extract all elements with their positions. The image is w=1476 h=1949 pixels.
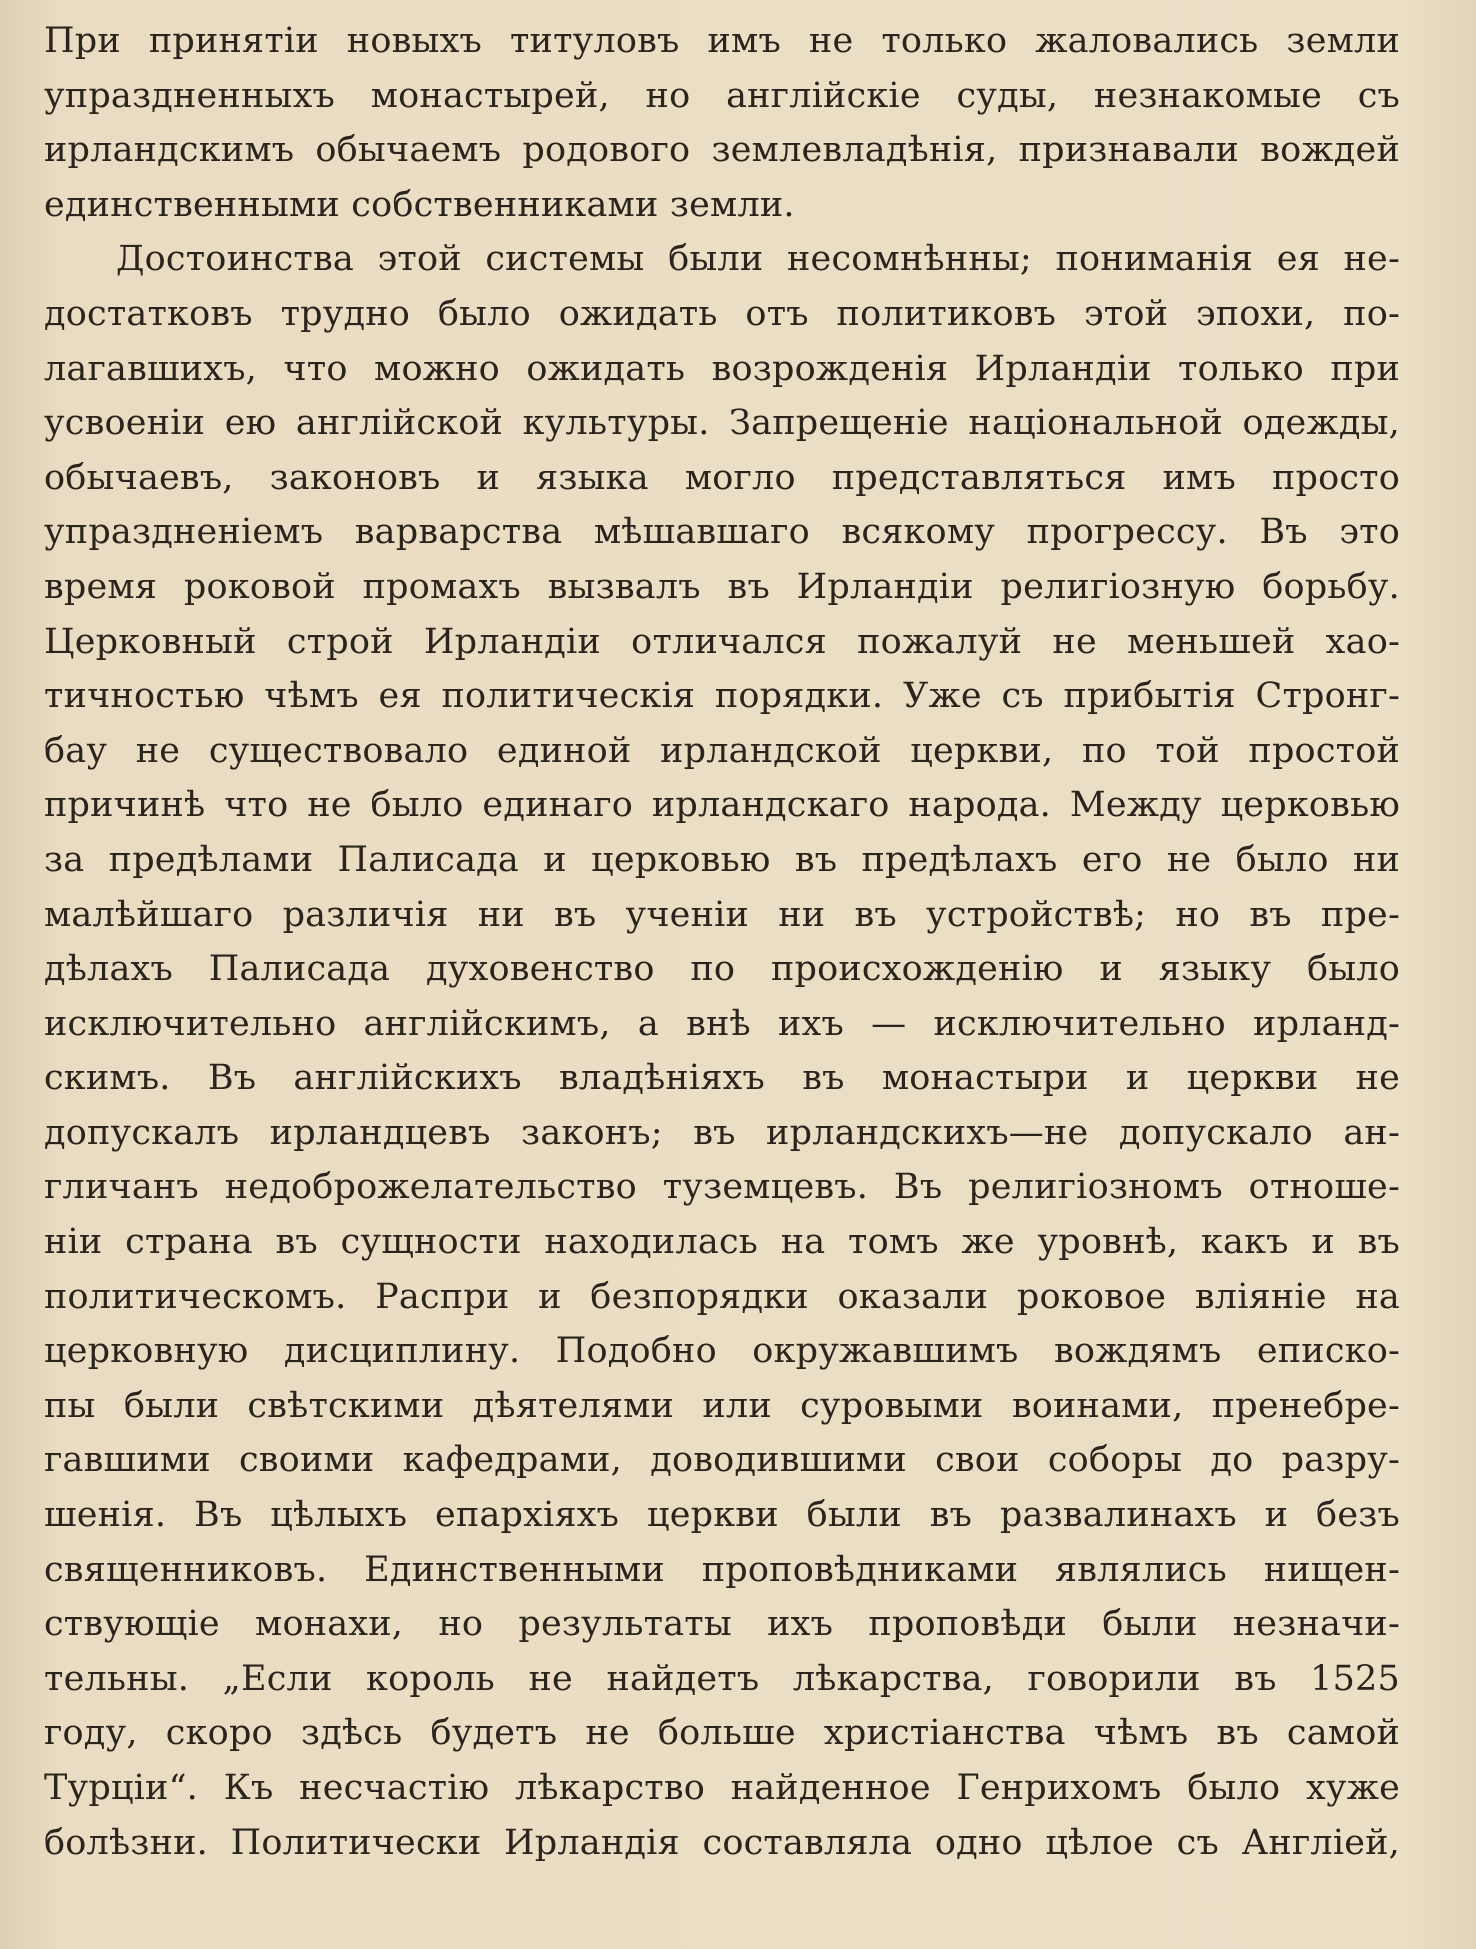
text-line: гличанъ недоброжелательство туземцевъ. Въ религіозномъ отноше- bbox=[44, 1167, 1400, 1208]
text-line: ніи страна въ сущности находилась на томъ же уровнѣ, какъ и въ bbox=[44, 1222, 1400, 1263]
text-line: Достоинства этой системы были несомнѣнны; пониманія ея не- bbox=[116, 239, 1400, 280]
text-line: ствующіе монахи, но результаты ихъ проповѣди были незначи- bbox=[44, 1604, 1400, 1645]
text-line: гавшими своими кафедрами, доводившими свои соборы до разру- bbox=[44, 1440, 1400, 1481]
text-line: малѣйшаго различія ни въ ученіи ни въ устройствѣ; но въ пре- bbox=[44, 894, 1400, 935]
text-line: причинѣ что не было единаго ирландскаго народа. Между церковью bbox=[44, 785, 1400, 826]
text-line: обычаевъ, законовъ и языка могло представляться имъ просто bbox=[44, 457, 1400, 498]
text-line: достатковъ трудно было ожидать отъ политиковъ этой эпохи, по- bbox=[44, 293, 1400, 334]
text-line: шенія. Въ цѣлыхъ епархіяхъ церкви были въ развалинахъ и безъ bbox=[44, 1495, 1400, 1536]
text-line: болѣзни. Политически Ирландія составляла одно цѣлое съ Англіей, bbox=[44, 1822, 1400, 1863]
text-line: дѣлахъ Палисада духовенство по происхожденію и языку было bbox=[44, 949, 1400, 990]
text-line: пы были свѣтскими дѣятелями или суровыми воинами, пренебре- bbox=[44, 1385, 1400, 1426]
text-line: году, скоро здѣсь будетъ не больше христіанства чѣмъ въ самой bbox=[44, 1713, 1400, 1754]
text-line: за предѣлами Палисада и церковью въ предѣлахъ его не было ни bbox=[44, 839, 1400, 880]
text-line: бау не существовало единой ирландской церкви, по той простой bbox=[44, 730, 1400, 771]
text-line: лагавшихъ, что можно ожидать возрожденія Ирландіи только при bbox=[44, 348, 1400, 389]
text-line: скимъ. Въ англійскихъ владѣніяхъ въ монастыри и церкви не bbox=[44, 1058, 1400, 1099]
text-line: единственными собственниками земли. bbox=[44, 184, 795, 225]
text-line: допускалъ ирландцевъ законъ; въ ирландскихъ—не допускало ан- bbox=[44, 1112, 1400, 1153]
text-line: политическомъ. Распри и безпорядки оказали роковое вліяніе на bbox=[44, 1276, 1400, 1317]
text-line: Турціи“. Къ несчастію лѣкарство найденное Генрихомъ было хуже bbox=[44, 1768, 1400, 1808]
text-line: Церковный строй Ирландіи отличался пожалуй не меньшей хао- bbox=[44, 621, 1400, 662]
text-line: тельны. „Если король не найдетъ лѣкарства, говорили въ 1525 bbox=[44, 1658, 1400, 1699]
text-line: исключительно англійскимъ, а внѣ ихъ — исключительно ирланд- bbox=[44, 1003, 1400, 1044]
body-text bbox=[44, 14, 1400, 1925]
text-line: усвоеніи ею англійской культуры. Запрещеніе національной одежды, bbox=[44, 403, 1400, 444]
text-line: упраздненныхъ монастырей, но англійскіе суды, незнакомые съ bbox=[44, 75, 1400, 116]
text-line: тичностью чѣмъ ея политическія порядки. Уже съ прибытія Стронг- bbox=[44, 676, 1400, 717]
text-line: ирландскимъ обычаемъ родового землевладѣнія, признавали вождей bbox=[44, 130, 1400, 171]
text-line: упраздненіемъ варварства мѣшавшаго всякому прогрессу. Въ это bbox=[44, 512, 1400, 553]
text-line: священниковъ. Единственными проповѣдниками являлись нищен- bbox=[44, 1549, 1400, 1590]
text-line bbox=[44, 1870, 1400, 1925]
text-line: церковную дисциплину. Подобно окружавшимъ вождямъ еписко- bbox=[44, 1331, 1400, 1372]
text-line: время роковой промахъ вызвалъ въ Ирландіи религіозную борьбу. bbox=[44, 566, 1400, 607]
text-line: При принятіи новыхъ титуловъ имъ не только жаловались земли bbox=[44, 21, 1400, 61]
